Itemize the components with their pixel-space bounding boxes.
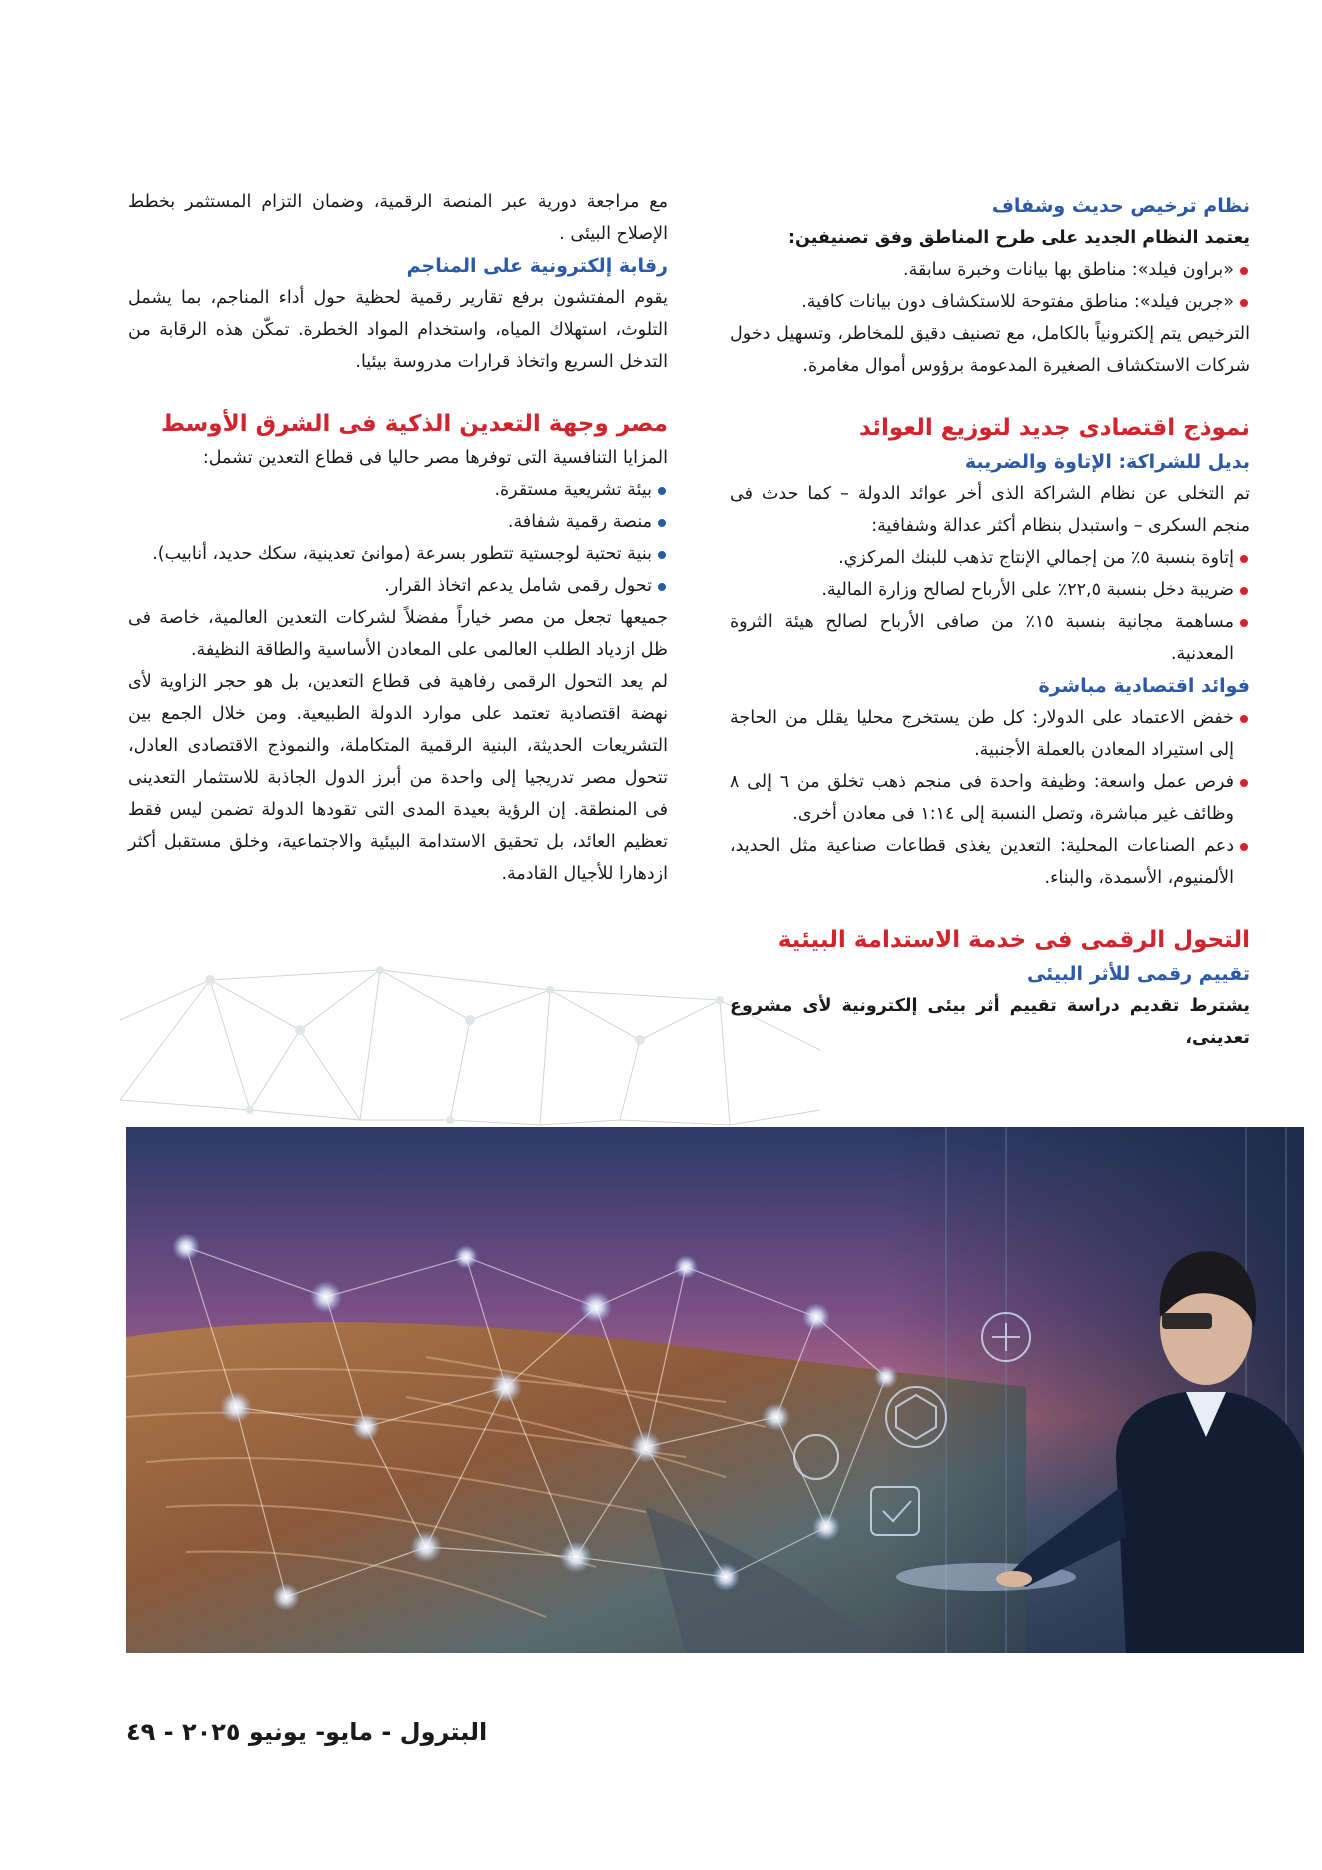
- network-mesh-decoration: [120, 960, 820, 1130]
- digital-sustainability-heading: التحول الرقمى فى خدمة الاستدامة البيئية: [777, 927, 1250, 953]
- list-item: منصة رقمية شفافة.: [128, 506, 668, 538]
- monitoring-heading: رقابة إلكترونية على المناجم: [406, 255, 668, 277]
- economic-model-heading: نموذج اقتصادى جديد لتوزيع العوائد: [859, 415, 1250, 441]
- continuation-text: مع مراجعة دورية عبر المنصة الرقمية، وضمان التزام المستثمر بخطط الإصلاح البيئى .: [128, 192, 668, 244]
- egypt-destination-list: [128, 474, 668, 602]
- direct-benefits-heading: فوائد اقتصادية مباشرة: [1038, 675, 1250, 697]
- economic-model-subheading: بديل للشراكة: الإتاوة والضريبة: [964, 451, 1250, 473]
- list-item: دعم الصناعات المحلية: التعدين يغذى قطاعات صناعية مثل الحديد، الألمنيوم، الأسمدة، والبناء.: [730, 830, 1250, 894]
- list-item: مساهمة مجانية بنسبة ١٥٪ من صافى الأرباح لصالح هيئة الثروة المعدنية.: [730, 606, 1250, 670]
- list-item: «براون فيلد»: مناطق بها بيانات وخبرة سابقة.: [730, 254, 1250, 286]
- list-item: ضريبة دخل بنسبة ٢٢,٥٪ على الأرباح لصالح وزارة المالية.: [730, 574, 1250, 606]
- list-item: فرص عمل واسعة: وظيفة واحدة فى منجم ذهب تخلق من ٦ إلى ٨ وظائف غير مباشرة، وتصل النسبة إلى ١:١٤ فى معادن أخرى.: [730, 766, 1250, 830]
- egypt-destination-para1: جميعها تجعل من مصر خياراً مفضلاً لشركات التعدين العالمية، خاصة فى ظل ازدياد الطلب العالمى على المعادن الأساسية والطاقة النظيفة.: [128, 608, 668, 660]
- licensing-list: [730, 254, 1250, 318]
- economic-model-intro: تم التخلى عن نظام الشراكة الذى أخر عوائد الدولة – كما حدث فى منجم السكرى – واستبدل بنظام أكثر عدالة وشفافية:: [730, 484, 1250, 536]
- list-item: إتاوة بنسبة ٥٪ من إجمالي الإنتاج تذهب للبنك المركزي.: [730, 542, 1250, 574]
- direct-benefits-list: [730, 702, 1250, 894]
- licensing-intro: يعتمد النظام الجديد على طرح المناطق وفق تصنيفين:: [788, 228, 1250, 248]
- economic-model-list: [730, 542, 1250, 670]
- page-footer: البترول - مايو- يونيو ٢٠٢٥ - ٤٩: [126, 1718, 488, 1746]
- list-item: خفض الاعتماد على الدولار: كل طن يستخرج محليا يقلل من الحاجة إلى استيراد المعادن بالعملة الأجنبية.: [730, 702, 1250, 766]
- left-column: [128, 186, 668, 890]
- egypt-destination-intro: المزايا التنافسية التى توفرها مصر حاليا فى قطاع التعدين تشمل:: [202, 448, 668, 468]
- licensing-heading: نظام ترخيص حديث وشفاف: [991, 195, 1250, 217]
- egypt-destination-para2: لم يعد التحول الرقمى رفاهية فى قطاع التعدين، بل هو حجر الزاوية لأى نهضة اقتصادية تعتمد على موارد الدولة الطبيعية. ومن خلال الجمع بين التشريعات الحديثة، البنية الرقمية المتكاملة، والنموذج الاقتصادى العادل، تتحول مصر تدريجيا إلى واحدة من أبرز الدول الجاذبة للاستثمار التعدينى فى المنطقة. إن الرؤية بعيدة المدى التى تقودها الدولة تضمن ليس فقط تعظيم العائد، بل تحقيق الاستدامة البيئية والاجتماعية، وخلق مستقبل أكثر ازدهارا للأجيال القادمة.: [128, 672, 668, 884]
- monitoring-body: يقوم المفتشون برفع تقارير رقمية لحظية حول أداء المناجم، بما يشمل التلوث، استهلاك المياه، واستخدام المواد الخطرة. تمكّن هذه الرقابة من التدخل السريع واتخاذ قرارات مدروسة بيئيا.: [128, 288, 668, 372]
- egypt-destination-heading: مصر وجهة التعدين الذكية فى الشرق الأوسط: [161, 411, 668, 437]
- right-column: [730, 190, 1250, 1054]
- list-item: «جرين فيلد»: مناطق مفتوحة للاستكشاف دون بيانات كافية.: [730, 286, 1250, 318]
- list-item: بيئة تشريعية مستقرة.: [128, 474, 668, 506]
- digital-sustainability-subheading: تقييم رقمى للأثر البيئى: [1026, 963, 1250, 985]
- list-item: بنية تحتية لوجستية تتطور بسرعة (موانئ تعدينية، سكك حديد، أنابيب).: [128, 538, 668, 570]
- digital-sustainability-body: يشترط تقديم دراسة تقييم أثر بيئى إلكترونية لأى مشروع تعدينى،: [730, 996, 1250, 1048]
- licensing-body: الترخيص يتم إلكترونياً بالكامل، مع تصنيف دقيق للمخاطر، وتسهيل دخول شركات الاستكشاف الصغيرة المدعومة برؤوس أموال مغامرة.: [730, 324, 1250, 376]
- list-item: تحول رقمى شامل يدعم اتخاذ القرار.: [128, 570, 668, 602]
- mining-digital-photo: [126, 1127, 1304, 1653]
